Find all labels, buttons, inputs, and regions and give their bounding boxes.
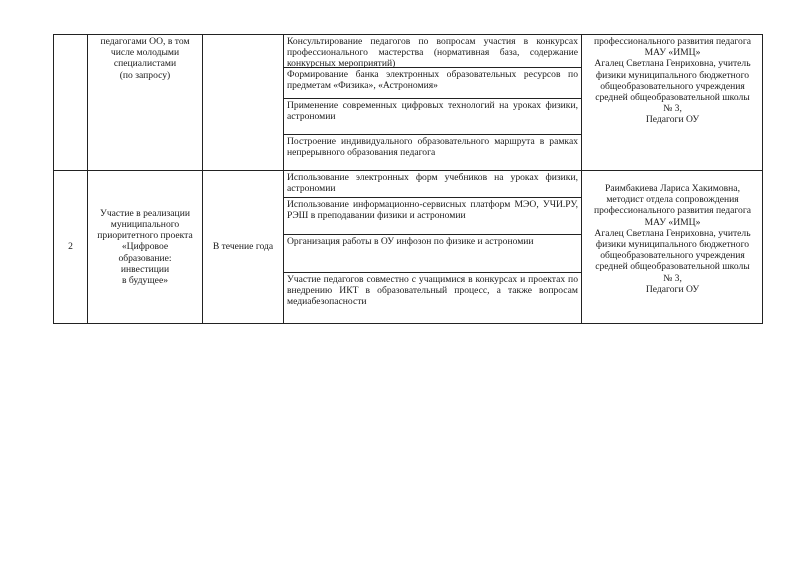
activity-cell	[284, 68, 581, 98]
activity-text: Организация работы в ОУ инфозон по физике и астрономии	[287, 236, 534, 247]
responsible-text-line: профессионального развития педагога	[593, 36, 752, 47]
row-number: 2	[68, 241, 73, 253]
activity-text: Консультирование педагогов по вопросам участия в конкурсах профессионального мастерства (нормативная база, содержание конкурсных мероприятий)	[287, 36, 578, 70]
responsible-cell	[582, 183, 763, 295]
responsible-text-line: физики муниципального бюджетного	[595, 239, 750, 251]
responsible-text-line: общеобразовательного учреждения	[600, 80, 745, 92]
responsible-text-line: № 3,	[663, 272, 682, 284]
responsible-text-line: Педагоги ОУ	[645, 114, 700, 126]
activity-text: Построение индивидуального образовательного маршрута в рамках непрерывного образования педагога	[287, 136, 578, 159]
period-text: В течение года	[212, 241, 274, 253]
activity-cell	[284, 135, 581, 170]
row-number-cell	[54, 171, 87, 323]
activity-text: Участие педагогов совместно с учащимися в конкурсах и проектах по внедрению ИКТ в образовательный процесс, а также вопросам медиабезопасности	[287, 274, 578, 308]
activity-text: Использование электронных форм учебников на уроках физики, астрономии	[287, 172, 578, 195]
period-cell	[203, 171, 283, 323]
responsible-text-line: методист отдела сопровождения	[606, 194, 739, 206]
responsible-text-line: профессионального развития педагога	[593, 205, 752, 217]
event-text-line: (по запросу)	[119, 69, 171, 81]
responsible-text-line: Педагоги ОУ	[645, 283, 700, 295]
event-text-line: муниципального	[110, 218, 180, 230]
activity-text: Применение современных цифровых технологий на уроках физики, астрономии	[287, 100, 578, 123]
event-text-line: педагогами ОО, в том	[100, 36, 190, 47]
event-cell	[88, 36, 202, 81]
responsible-text-line: МАУ «ИМЦ»	[644, 216, 701, 228]
event-cell	[88, 171, 202, 323]
activity-text: Использование информационно-сервисных платформ МЭО, УЧИ.РУ, РЭШ в преподавании физики и астрономии	[287, 199, 578, 222]
responsible-text-line: средней общеобразовательной школы	[595, 92, 750, 104]
activity-cell	[284, 99, 581, 134]
responsible-text-line: Агалец Светлана Генриховна, учитель	[594, 58, 751, 70]
responsible-text-line: общеобразовательного учреждения	[600, 250, 745, 262]
activity-cell	[284, 273, 581, 323]
activity-text: Формирование банка электронных образовательных ресурсов по предметам «Физика», «Астрономия»	[287, 69, 578, 92]
plan-table	[53, 34, 763, 324]
event-text-line: «Цифровое	[121, 241, 169, 253]
event-text-line: образование:	[118, 252, 172, 264]
activity-cell	[284, 198, 581, 234]
event-text-line: в будущее»	[121, 275, 168, 286]
event-text-line: приоритетного проекта	[97, 230, 193, 242]
event-text-line: специалистами	[113, 58, 177, 70]
responsible-text-line: средней общеобразовательной школы	[595, 261, 750, 273]
responsible-cell	[582, 36, 763, 126]
responsible-text-line: Раимбакиева Лариса Хакимовна,	[605, 183, 740, 194]
activity-cell	[284, 171, 581, 197]
event-text-line: Участие в реализации	[100, 207, 190, 219]
responsible-text-line: Агалец Светлана Генриховна, учитель	[594, 227, 751, 239]
activity-cell	[284, 235, 581, 272]
event-text-line: числе молодыми	[110, 47, 180, 59]
activity-cell	[284, 35, 581, 70]
responsible-text-line: № 3,	[663, 103, 682, 115]
responsible-text-line: физики муниципального бюджетного	[595, 69, 750, 81]
responsible-text-line: МАУ «ИМЦ»	[644, 47, 701, 59]
event-text-line: инвестиции	[120, 263, 170, 275]
